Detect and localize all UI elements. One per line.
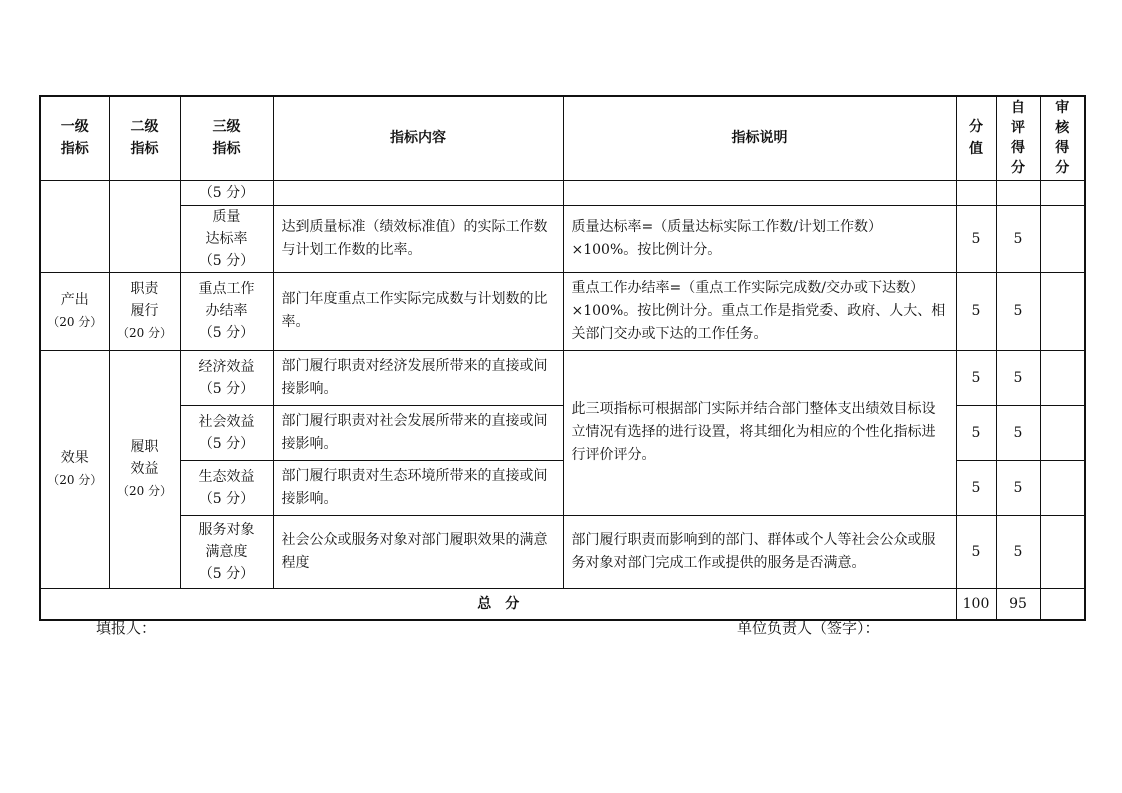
audit-score-cell — [1040, 205, 1085, 272]
description-cell: 部门履行职责而影响到的部门、群体或个人等社会公众或服务对象对部门完成工作或提供的服务是否满意。 — [563, 515, 956, 588]
header-score: 分 值 — [956, 96, 996, 180]
level3-cell: 服务对象 满意度 （5 分） — [180, 515, 273, 588]
level2-cell-empty — [109, 180, 180, 272]
score-cell: 5 — [956, 460, 996, 515]
description-cell: 质量达标率=（质量达标实际工作数/计划工作数）×100%。按比例计分。 — [563, 205, 956, 272]
self-score-cell: 5 — [996, 350, 1040, 405]
evaluation-table — [39, 95, 1086, 621]
level3-cell: 经济效益 （5 分） — [180, 350, 273, 405]
audit-score-cell — [1040, 350, 1085, 405]
level2-cell: 履职 效益 （20 分） — [109, 350, 180, 588]
level3-cell: （5 分） — [180, 180, 273, 205]
header-description: 指标说明 — [563, 96, 956, 180]
table-row — [40, 180, 1085, 205]
score-cell: 5 — [956, 205, 996, 272]
audit-score-cell — [1040, 515, 1085, 588]
self-score-cell: 5 — [996, 515, 1040, 588]
level3-cell: 质量 达标率 （5 分） — [180, 205, 273, 272]
content-cell: 部门年度重点工作实际完成数与计划数的比率。 — [273, 272, 563, 350]
total-label: 总 分 — [40, 588, 956, 620]
audit-score-cell — [1040, 460, 1085, 515]
table-row — [40, 205, 1085, 272]
level1-cell: 效果 （20 分） — [40, 350, 109, 588]
score-cell: 5 — [956, 350, 996, 405]
header-level1: 一级 指标 — [40, 96, 109, 180]
self-score-cell: 5 — [996, 205, 1040, 272]
content-cell — [273, 180, 563, 205]
level3-cell: 社会效益 （5 分） — [180, 405, 273, 460]
score-cell: 5 — [956, 272, 996, 350]
unit-head-signature-label: 单位负责人（签字）： — [737, 619, 880, 637]
content-cell: 达到质量标准（绩效标准值）的实际工作数与计划工作数的比率。 — [273, 205, 563, 272]
table-header-row — [40, 96, 1085, 180]
total-score: 100 — [956, 588, 996, 620]
level3-cell: 重点工作 办结率 （5 分） — [180, 272, 273, 350]
description-cell: 重点工作办结率=（重点工作实际完成数/交办或下达数）×100%。按比例计分。重点工作是指党委、政府、人大、相关部门交办或下达的工作任务。 — [563, 272, 956, 350]
content-cell: 部门履行职责对经济发展所带来的直接或间接影响。 — [273, 350, 563, 405]
table-row — [40, 515, 1085, 588]
self-score-cell: 5 — [996, 405, 1040, 460]
content-cell: 部门履行职责对生态环境所带来的直接或间接影响。 — [273, 460, 563, 515]
content-cell: 社会公众或服务对象对部门履职效果的满意程度 — [273, 515, 563, 588]
table-row — [40, 272, 1085, 350]
header-level2: 二级 指标 — [109, 96, 180, 180]
total-row — [40, 588, 1085, 620]
filler-label: 填报人： — [96, 619, 157, 637]
level2-cell: 职责 履行 （20 分） — [109, 272, 180, 350]
header-content: 指标内容 — [273, 96, 563, 180]
total-audit-score — [1040, 588, 1085, 620]
header-level3: 三级 指标 — [180, 96, 273, 180]
header-self-score: 自评得分 — [996, 96, 1040, 180]
description-cell — [563, 180, 956, 205]
description-cell-shared: 此三项指标可根据部门实际并结合部门整体支出绩效目标设立情况有选择的进行设置，将其细化为相应的个性化指标进行评价评分。 — [563, 350, 956, 515]
level1-cell: 产出 （20 分） — [40, 272, 109, 350]
score-cell: 5 — [956, 405, 996, 460]
self-score-cell: 5 — [996, 272, 1040, 350]
audit-score-cell — [1040, 405, 1085, 460]
audit-score-cell — [1040, 180, 1085, 205]
content-cell: 部门履行职责对社会发展所带来的直接或间接影响。 — [273, 405, 563, 460]
level3-cell: 生态效益 （5 分） — [180, 460, 273, 515]
self-score-cell: 5 — [996, 460, 1040, 515]
total-self-score: 95 — [996, 588, 1040, 620]
self-score-cell — [996, 180, 1040, 205]
score-cell — [956, 180, 996, 205]
table-row — [40, 350, 1085, 405]
header-audit-score: 审核得分 — [1040, 96, 1085, 180]
score-cell: 5 — [956, 515, 996, 588]
level1-cell-empty — [40, 180, 109, 272]
audit-score-cell — [1040, 272, 1085, 350]
